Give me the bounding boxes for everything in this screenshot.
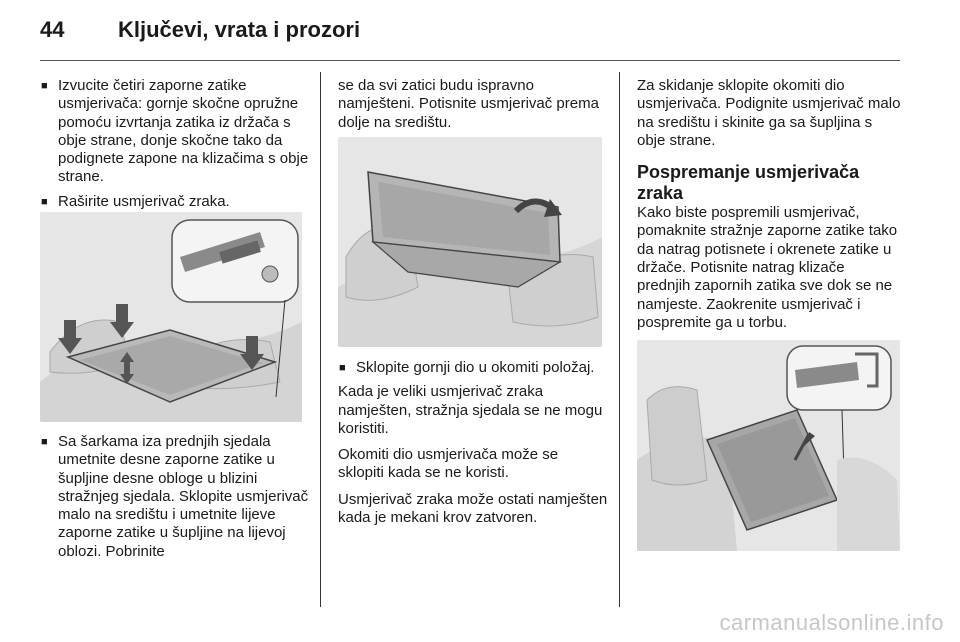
bullet-pull-pins: ■ Izvucite četiri zaporne zatike usmjerivača: gornje skočne opružne pomoću izvrtanja zatika iz držača s obje strane, donje skočne tako da podignete zapone na klizačima s obje strane. — [40, 77, 310, 187]
paragraph-rear-seats: Kada je veliki usmjerivač zraka namješten, stražnja sjedala se ne mogu koristiti. — [338, 383, 603, 437]
column-2 — [338, 77, 608, 140]
illustration-deflector-install — [40, 212, 302, 422]
paragraph-fold-vertical: Okomiti dio usmjerivača može se sklopiti kada se ne koristi. — [338, 446, 559, 482]
column-1 — [40, 77, 310, 217]
bullet-spread-deflector: ■ Raširite usmjerivač zraka. — [40, 193, 310, 211]
paragraph-storage: Kako biste pospremili usmjerivač, pomaknite stražnje zaporne zatike tako da natrag potisnete i okrenete zatike u držače. Potisnite natrag klizače prednjih zapornih zatika sve dok se ne namjeste. Zaokrenite usmjerivač i pospremite ga u torbu. — [637, 204, 898, 331]
page-title: Ključevi, vrata i prozori — [118, 17, 361, 42]
illustration-deflector-storage — [637, 340, 900, 551]
bullet-fold-upper: ■ Sklopite gornji dio u okomiti položaj. — [338, 359, 608, 377]
paragraph-removal: Za skidanje sklopite okomiti dio usmjerivača. Podignite usmjerivač malo na središtu i skinite ga sa šupljina s obje strane. — [637, 77, 901, 149]
page-number: 44 — [40, 17, 65, 42]
column-3 — [637, 77, 902, 340]
paragraph-roof-closed: Usmjerivač zraka može ostati namješten kada je mekani krov zatvoren. — [338, 490, 608, 527]
column-divider-2 — [619, 72, 620, 607]
continuation-text: se da svi zatici budu ispravno namješteni. Potisnite usmjerivač prema dolje na središtu. — [338, 77, 599, 131]
watermark-text: carmanualsonline.info — [719, 610, 944, 635]
illustration-deflector-fold — [338, 137, 602, 347]
section-heading-storage: Pospremanje usmjerivača zraka — [637, 162, 860, 204]
header-rule — [40, 60, 900, 61]
column-2-lower — [338, 359, 608, 535]
bullet-insert-pins: ■ Sa šarkama iza prednjih sjedala umetnite desne zaporne zatike u šupljine desne obloge u blizini stražnjeg sjedala. Sklopite usmjerivač malo na središtu i umetnite lijeve zaporne zatike u šupljine na lijevoj oblozi. Pobrinite — [40, 433, 310, 561]
column-divider-1 — [320, 72, 321, 607]
column-1-lower — [40, 433, 310, 567]
